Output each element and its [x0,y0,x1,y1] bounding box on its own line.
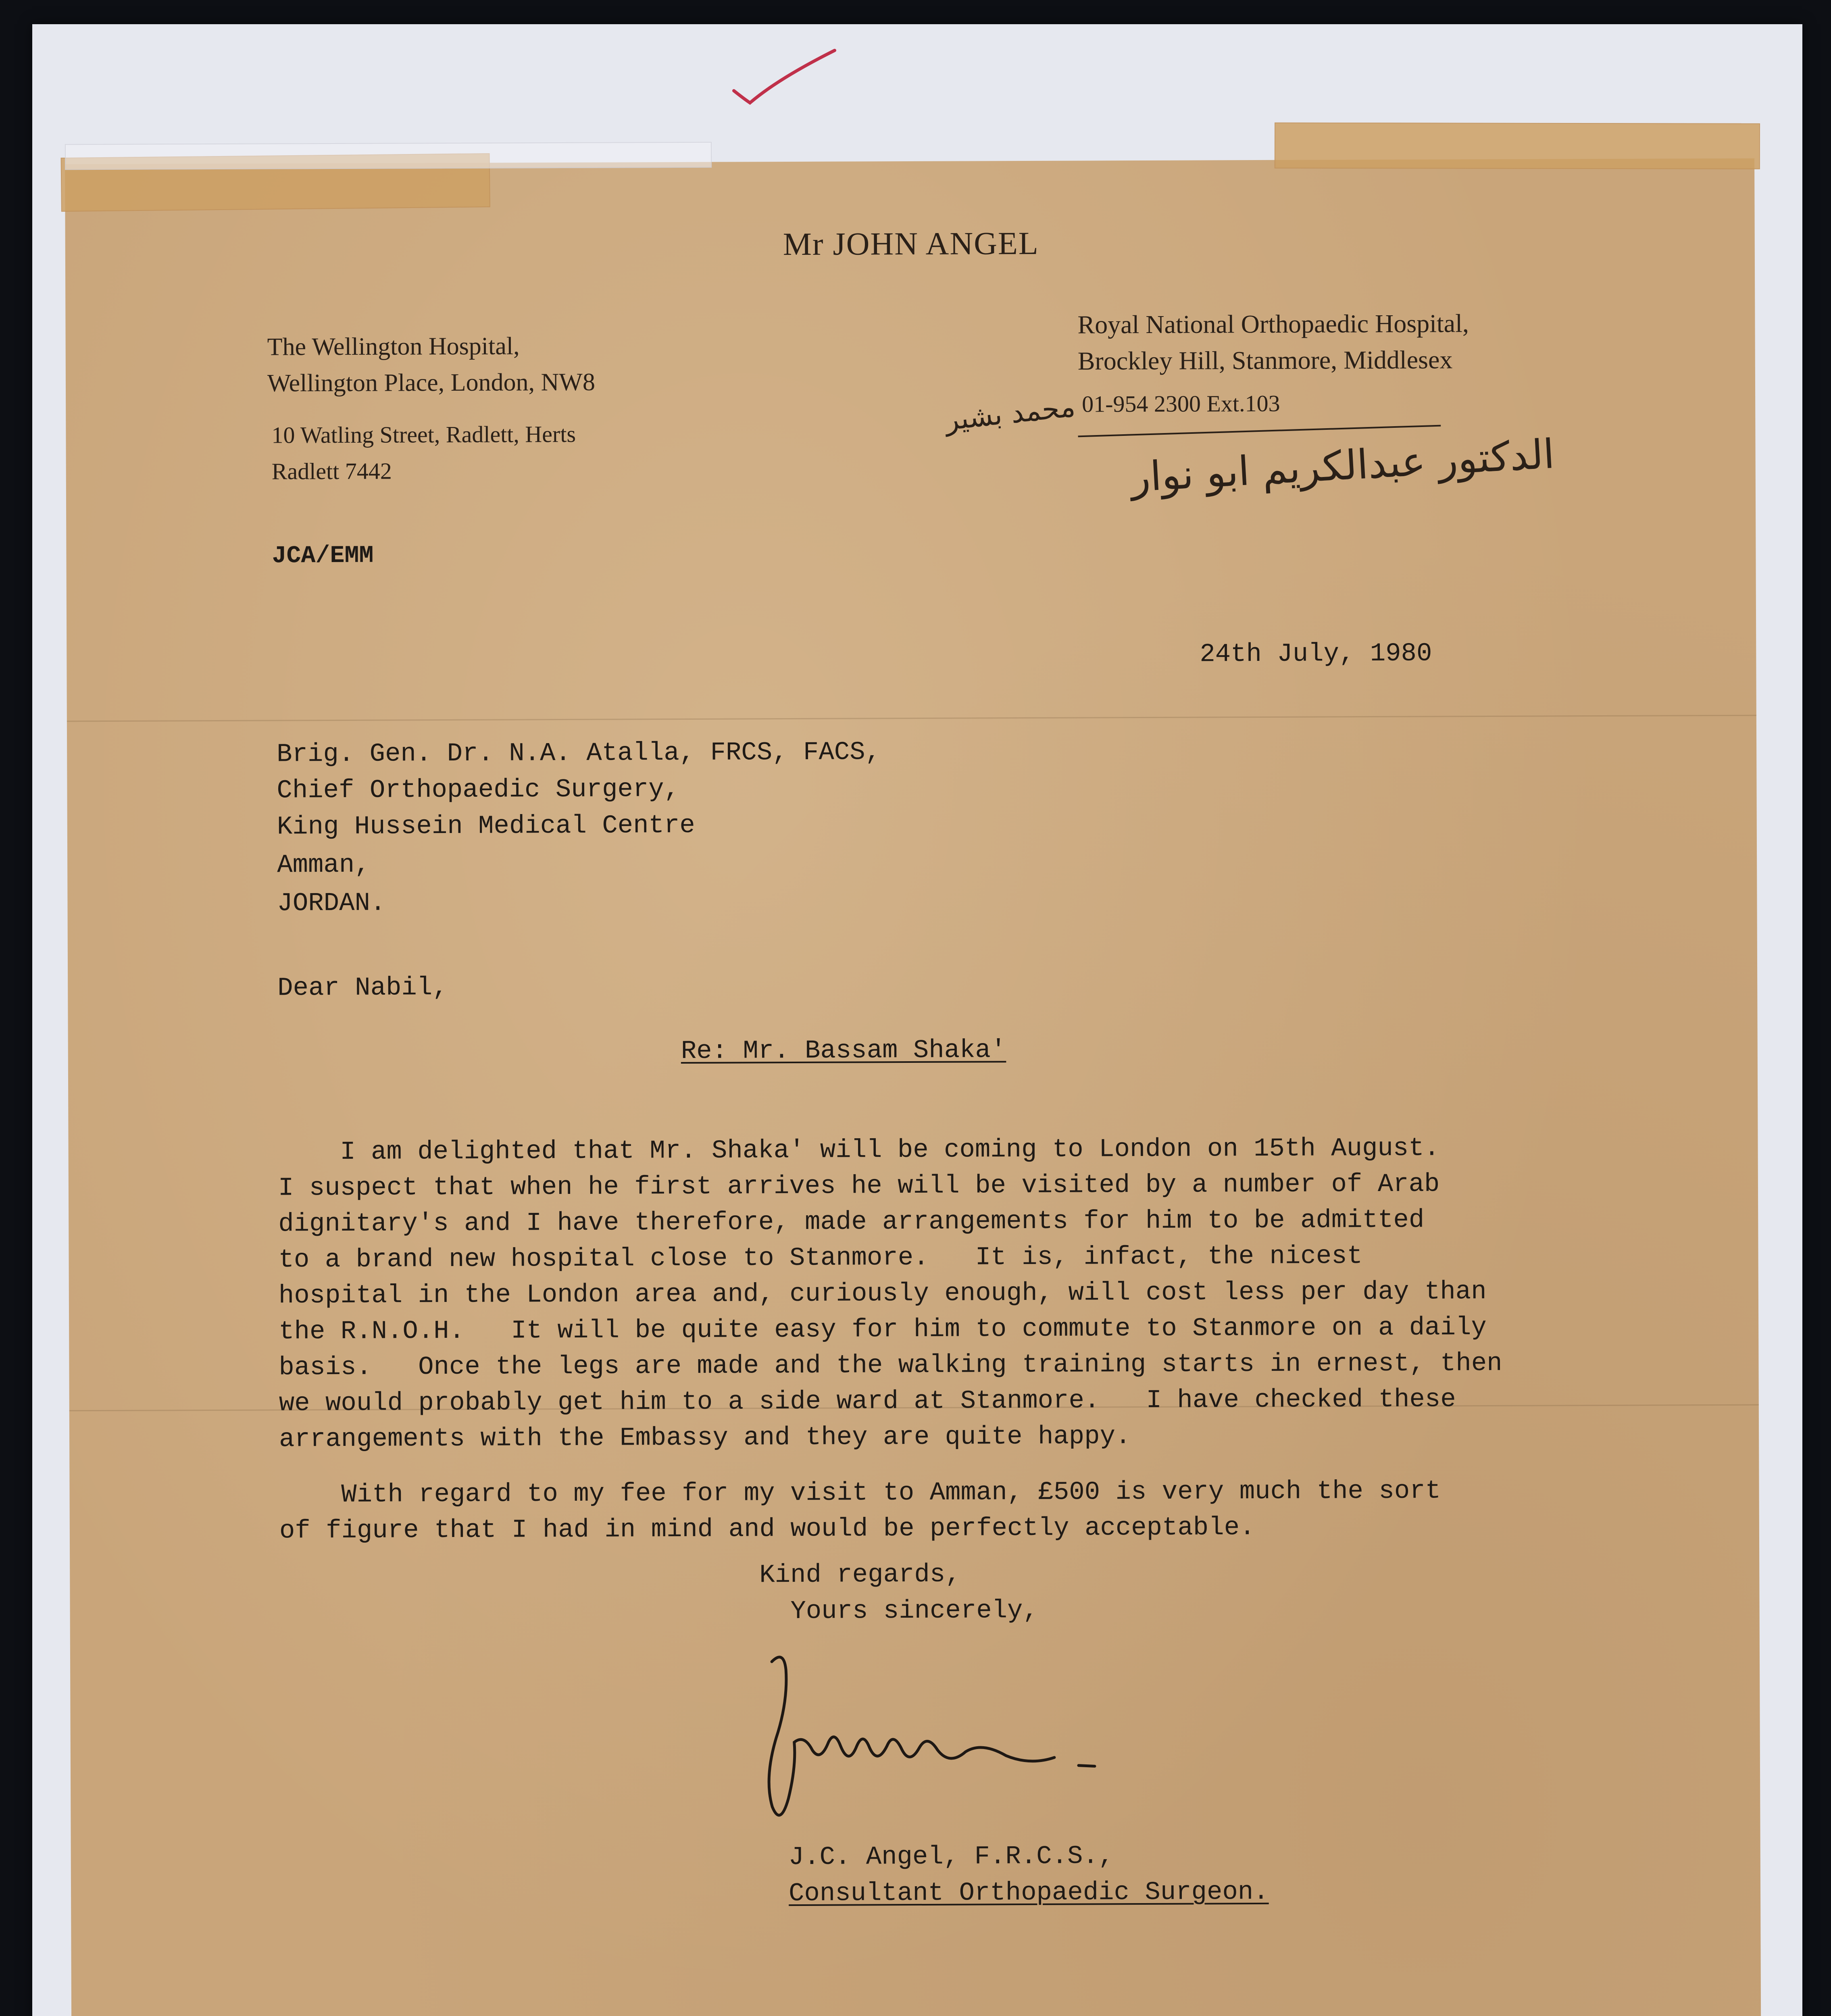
right-address-line-1: Royal National Orthopaedic Hospital, [1077,309,1469,339]
body-line: we would probably get him to a side ward at Stanmore. I have checked these [279,1385,1456,1418]
recipient-line-1: Brig. Gen. Dr. N.A. Atalla, FRCS, FACS, [277,738,881,769]
body-line: to a brand new hospital close to Stanmore. It is, infact, the nicest [278,1242,1363,1275]
recipient-line-2: Chief Orthopaedic Surgery, [277,775,680,806]
handwritten-arabic-name: الدكتور عبدالكريم ابو نوار [1129,430,1556,501]
body-paragraph-2 [279,1437,1441,1621]
secondary-address-line-2: Radlett 7442 [271,458,392,485]
salutation: Dear Nabil, [277,973,448,1003]
reference-code: JCA/EMM [272,542,374,570]
left-address-line-2: Wellington Place, London, NW8 [267,368,595,397]
body-line: arrangements with the Embassy and they are quite happy. [279,1422,1131,1454]
closing-yours-sincerely: Yours sincerely, [759,1596,1039,1627]
fold-line-upper [67,715,1756,722]
body-line: I suspect that when he first arrives he will be visited by a number of Arab [278,1170,1440,1203]
recipient-line-3: King Hussein Medical Centre [277,811,695,842]
body-line: the R.N.O.H. It will be quite easy for him to commute to Stanmore on a daily [279,1313,1487,1347]
tape-top-right [1275,123,1760,169]
closing-kind-regards: Kind regards, [759,1560,961,1590]
tape-top-left-clear [65,142,712,170]
handwritten-signature [748,1644,1152,1839]
red-check-mark [726,42,847,111]
right-address-line-2: Brockley Hill, Stanmore, Middlesex [1077,345,1453,375]
letter-date: 24th July, 1980 [1200,639,1432,669]
body-line: dignitary's and I have therefore, made arrangements for him to be admitted [278,1206,1425,1239]
body-line: I am delighted that Mr. Shaka' will be coming to London on 15th August. [278,1134,1440,1167]
phone-underline [1078,425,1441,437]
body-line: With regard to my fee for my visit to Amman, £500 is very much the sort [279,1477,1441,1510]
recipient-line-5: JORDAN. [277,889,386,918]
letterhead-name: Mr JOHN ANGEL [783,225,1039,262]
subject-line: Re: Mr. Bassam Shaka' [681,1036,1006,1066]
right-address-phone: 01-954 2300 Ext.103 [1082,390,1280,417]
signatory-name: J.C. Angel, F.R.C.S., [788,1842,1114,1872]
body-line: hospital in the London area and, curiously enough, will cost less per day than [278,1277,1487,1311]
letter-sheet [65,158,1762,2016]
body-line: basis. Once the legs are made and the walking training starts in ernest, then [279,1349,1502,1383]
recipient-line-4: Amman, [277,850,370,880]
handwritten-arabic-short: محمد بشير [943,389,1077,437]
signatory-title: Consultant Orthopaedic Surgeon. [788,1877,1269,1909]
secondary-address-line-1: 10 Watling Street, Radlett, Herts [271,421,576,448]
left-address-line-1: The Wellington Hospital, [267,332,520,361]
body-line: of figure that I had in mind and would be perfectly acceptable. [279,1513,1255,1546]
